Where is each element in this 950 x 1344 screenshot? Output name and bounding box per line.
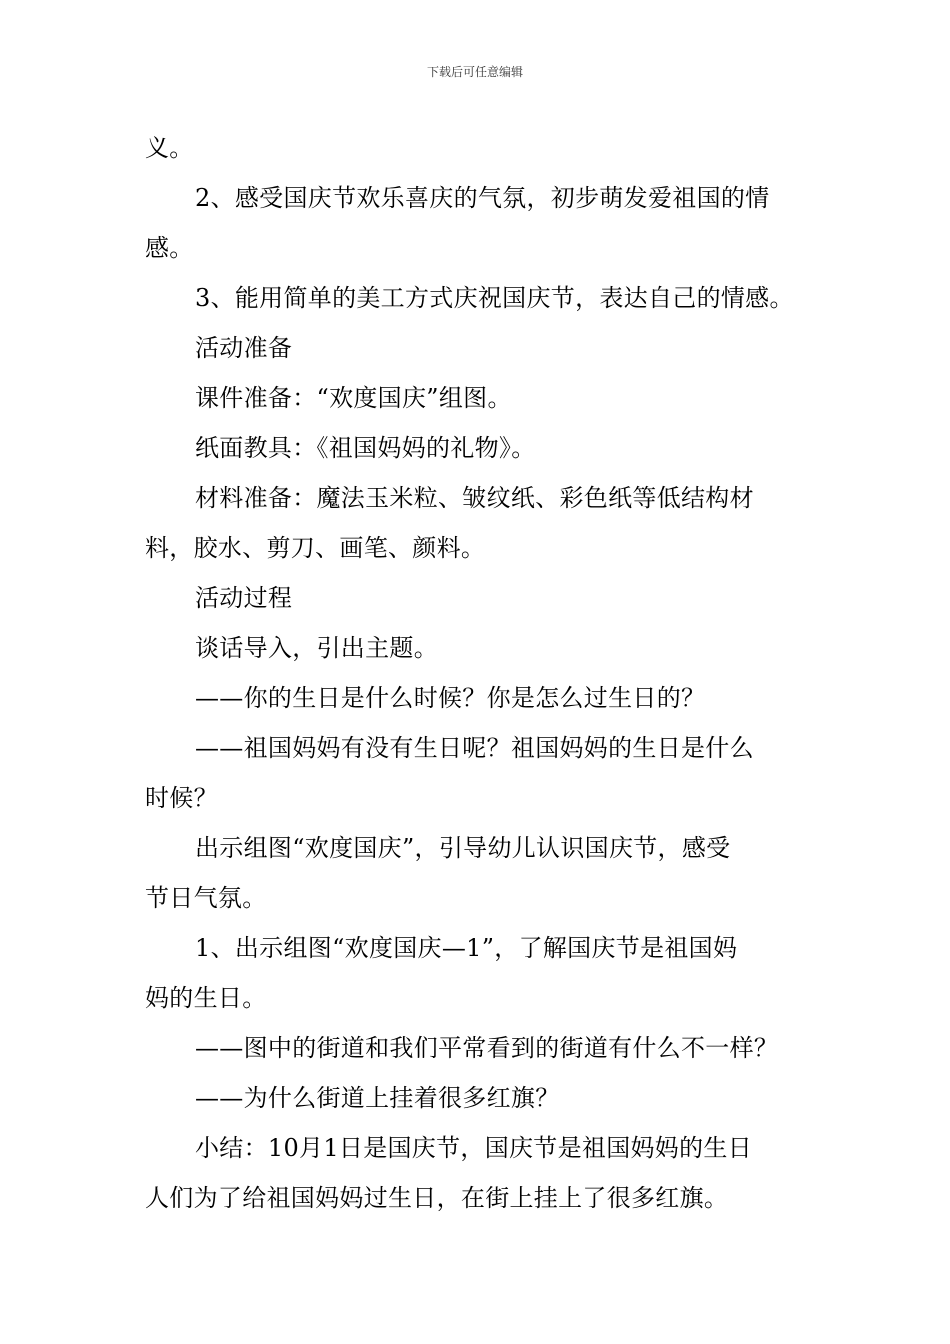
page-header: 下载后可任意编辑 xyxy=(426,65,523,79)
paragraph-line: ——你的生日是什么时候？你是怎么过生日的？ xyxy=(195,684,706,712)
paragraph-line: 谈话导入，引出主题。 xyxy=(195,634,438,662)
paragraph-line: 小结：10月1日是国庆节，国庆节是祖国妈妈的生日 xyxy=(195,1134,753,1162)
paragraph-line: ——为什么街道上挂着很多红旗？ xyxy=(195,1084,560,1112)
paragraph-line: 料，胶水、剪刀、画笔、颜料。 xyxy=(145,534,486,562)
paragraph-line: 材料准备：魔法玉米粒、皱纹纸、彩色纸等低结构材 xyxy=(195,484,754,512)
section-heading: 活动过程 xyxy=(195,584,293,612)
paragraph-line: ——祖国妈妈有没有生日呢？祖国妈妈的生日是什么 xyxy=(195,734,754,762)
paragraph-line: ——图中的街道和我们平常看到的街道有什么不一样？ xyxy=(195,1034,779,1062)
paragraph-line: 1、出示组图“欢度国庆—1”，了解国庆节是祖国妈 xyxy=(195,934,738,962)
paragraph-line: 3、能用简单的美工方式庆祝国庆节，表达自己的情感。 xyxy=(195,284,794,312)
paragraph-line: 2、感受国庆节欢乐喜庆的气氛，初步萌发爱祖国的情 xyxy=(195,184,770,212)
paragraph-line: 出示组图“欢度国庆”，引导幼儿认识国庆节，感受 xyxy=(195,834,731,862)
paragraph-line: 纸面教具：《祖国妈妈的礼物》。 xyxy=(195,434,536,462)
paragraph-line: 人们为了给祖国妈妈过生日，在街上挂上了很多红旗。 xyxy=(145,1184,729,1212)
paragraph-line: 妈的生日。 xyxy=(145,984,267,1012)
paragraph-line: 节日气氛。 xyxy=(145,884,267,912)
paragraph-line: 课件准备：“欢度国庆”组图。 xyxy=(195,384,512,412)
paragraph-line: 义。 xyxy=(145,134,194,162)
section-heading: 活动准备 xyxy=(195,334,293,362)
paragraph-line: 时候？ xyxy=(145,784,218,812)
paragraph-line: 感。 xyxy=(145,234,194,262)
document-body xyxy=(145,123,809,1223)
